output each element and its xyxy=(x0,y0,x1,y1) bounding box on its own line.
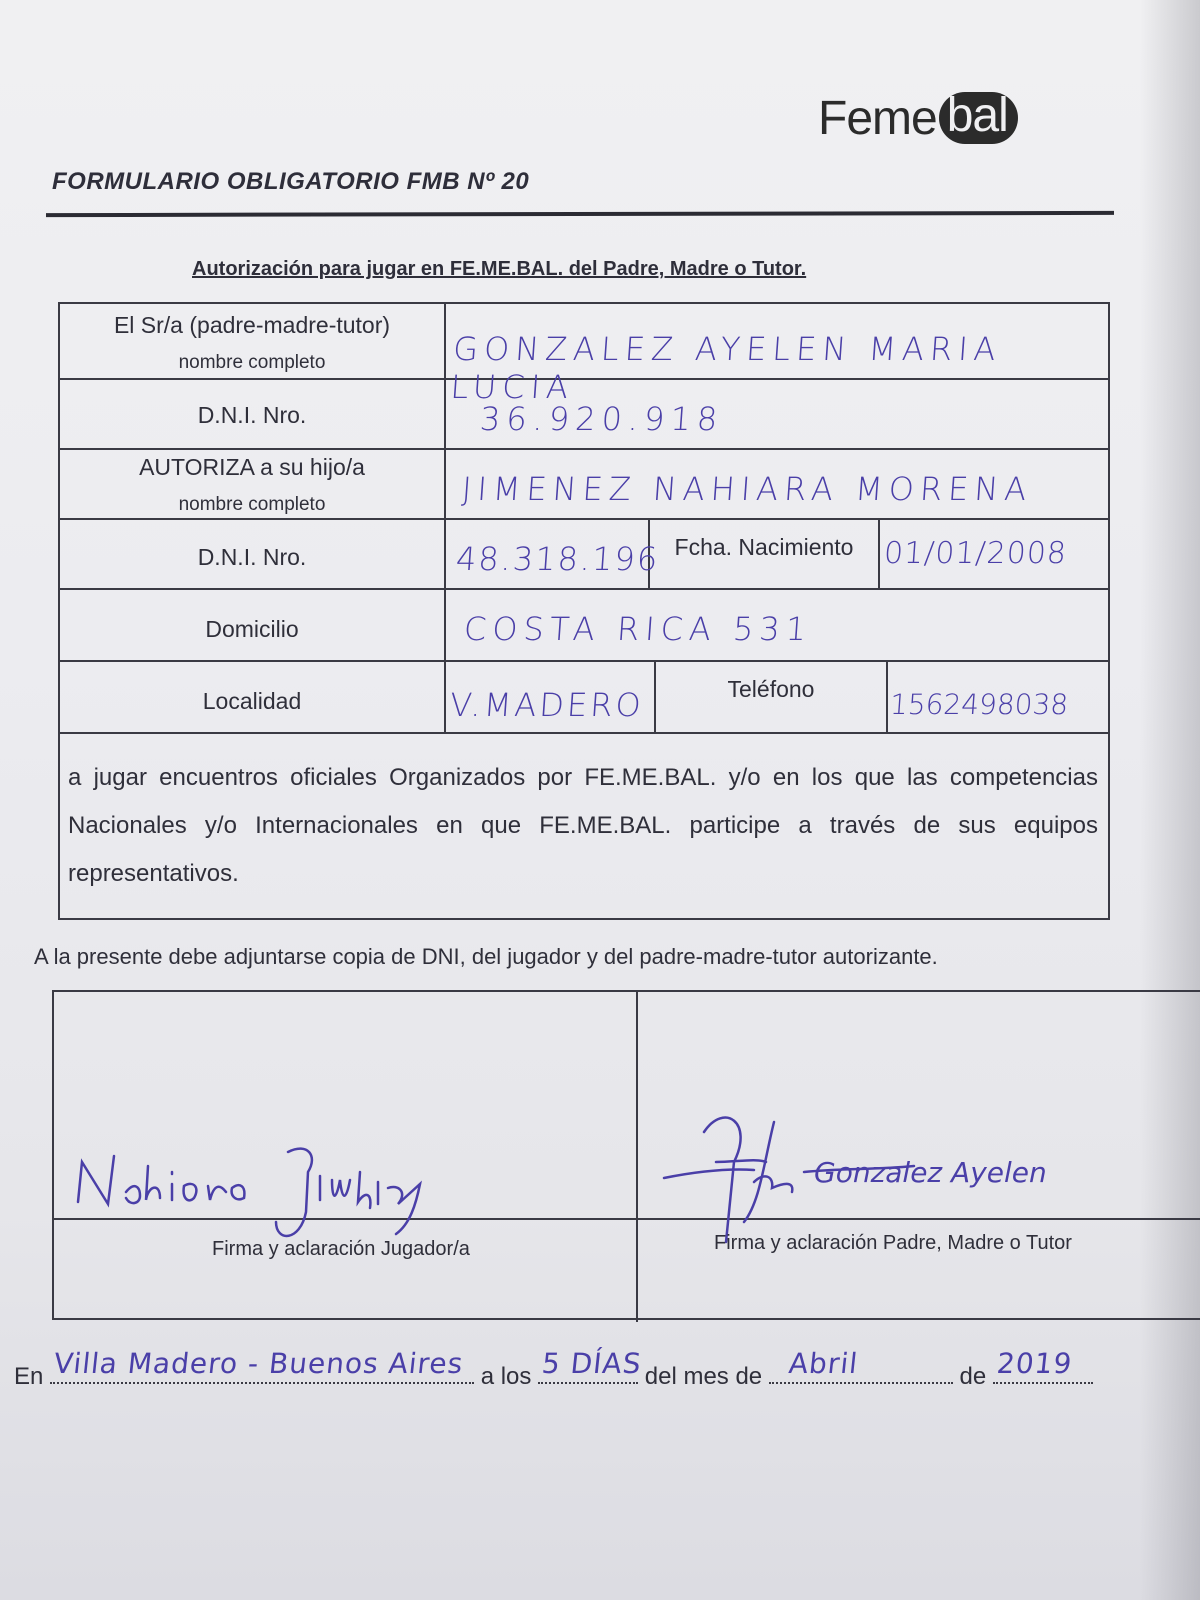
title-divider xyxy=(46,211,1114,217)
signature-table xyxy=(52,990,1200,1320)
address-value: COSTA RICA 531 xyxy=(462,610,814,648)
row-divider xyxy=(60,518,1108,520)
days-field xyxy=(538,1347,644,1384)
place-value: Villa Madero - Buenos Aires xyxy=(52,1347,466,1380)
column-divider xyxy=(886,660,888,732)
place-date-line xyxy=(14,1347,1134,1391)
player-signature xyxy=(68,1122,468,1252)
authorization-paragraph: a jugar encuentros oficiales Organizados por FE.ME.BAL. y/o en los que las competencias Nacionales y/o Internacionales en que FE.ME.BAL. participe a través de sus equipos representativos. xyxy=(68,764,1098,887)
column-divider xyxy=(878,518,880,588)
address-label: Domicilio xyxy=(205,616,299,642)
row-divider xyxy=(60,588,1108,590)
child-dni-label: D.N.I. Nro. xyxy=(197,544,307,570)
logo-text-bal: bal xyxy=(939,92,1018,144)
footer-a-los: a los xyxy=(480,1363,532,1390)
parent-name-value: GONZALEZ AYELEN MARIA LUCIA xyxy=(449,330,1003,406)
parent-sublabel: nombre completo xyxy=(178,352,326,373)
parent-dni-label: D.N.I. Nro. xyxy=(197,402,307,428)
row-divider xyxy=(60,448,1108,450)
footer-en: En xyxy=(14,1363,44,1390)
locality-value: V.MADERO xyxy=(448,686,646,724)
page-edge-shadow xyxy=(1140,0,1200,1600)
child-name-value: JIMENEZ NAHIARA MORENA xyxy=(460,470,1034,508)
row-divider xyxy=(60,660,1108,662)
femebal-logo xyxy=(818,88,1018,148)
month-value: Abril xyxy=(787,1347,860,1380)
child-label: AUTORIZA a su hijo/a xyxy=(139,454,365,480)
locality-label: Localidad xyxy=(202,688,302,714)
child-dni-value: 48.318.196 xyxy=(454,540,661,578)
form-title: FORMULARIO OBLIGATORIO FMB Nº 20 xyxy=(52,168,530,195)
child-sublabel: nombre completo xyxy=(178,494,326,515)
guardian-signature xyxy=(654,1092,1124,1252)
attachment-note: A la presente debe adjuntarse copia de DNI, del jugador y del padre-madre-tutor autorizante. xyxy=(34,944,938,969)
birthdate-value: 01/01/2008 xyxy=(882,536,1069,571)
birthdate-label: Fcha. Nacimiento xyxy=(674,534,854,560)
form-subtitle: Autorización para jugar en FE.ME.BAL. del Padre, Madre o Tutor. xyxy=(192,258,807,280)
month-field xyxy=(769,1347,953,1384)
parent-dni-value: 36.920.918 xyxy=(478,400,725,438)
parent-label: El Sr/a (padre-madre-tutor) xyxy=(113,312,391,338)
signature-column-divider xyxy=(636,992,638,1322)
row-divider xyxy=(60,732,1108,734)
phone-value: 1562498038 xyxy=(888,688,1070,721)
guardian-signature-text: Gonzalez Ayelen xyxy=(814,1156,1047,1189)
footer-del-mes: del mes de xyxy=(644,1363,763,1390)
year-field xyxy=(993,1347,1093,1384)
footer-de: de xyxy=(959,1363,987,1390)
player-signature-label: Firma y aclaración Jugador/a xyxy=(212,1238,470,1260)
place-field xyxy=(50,1347,474,1384)
days-value: 5 DÍAS xyxy=(540,1347,644,1380)
logo-text-feme: Feme xyxy=(818,91,937,145)
column-divider xyxy=(444,304,446,732)
guardian-signature-label: Firma y aclaración Padre, Madre o Tutor xyxy=(714,1232,1072,1254)
year-value: 2019 xyxy=(995,1347,1074,1380)
authorization-table xyxy=(58,302,1110,920)
phone-label: Teléfono xyxy=(727,676,815,702)
